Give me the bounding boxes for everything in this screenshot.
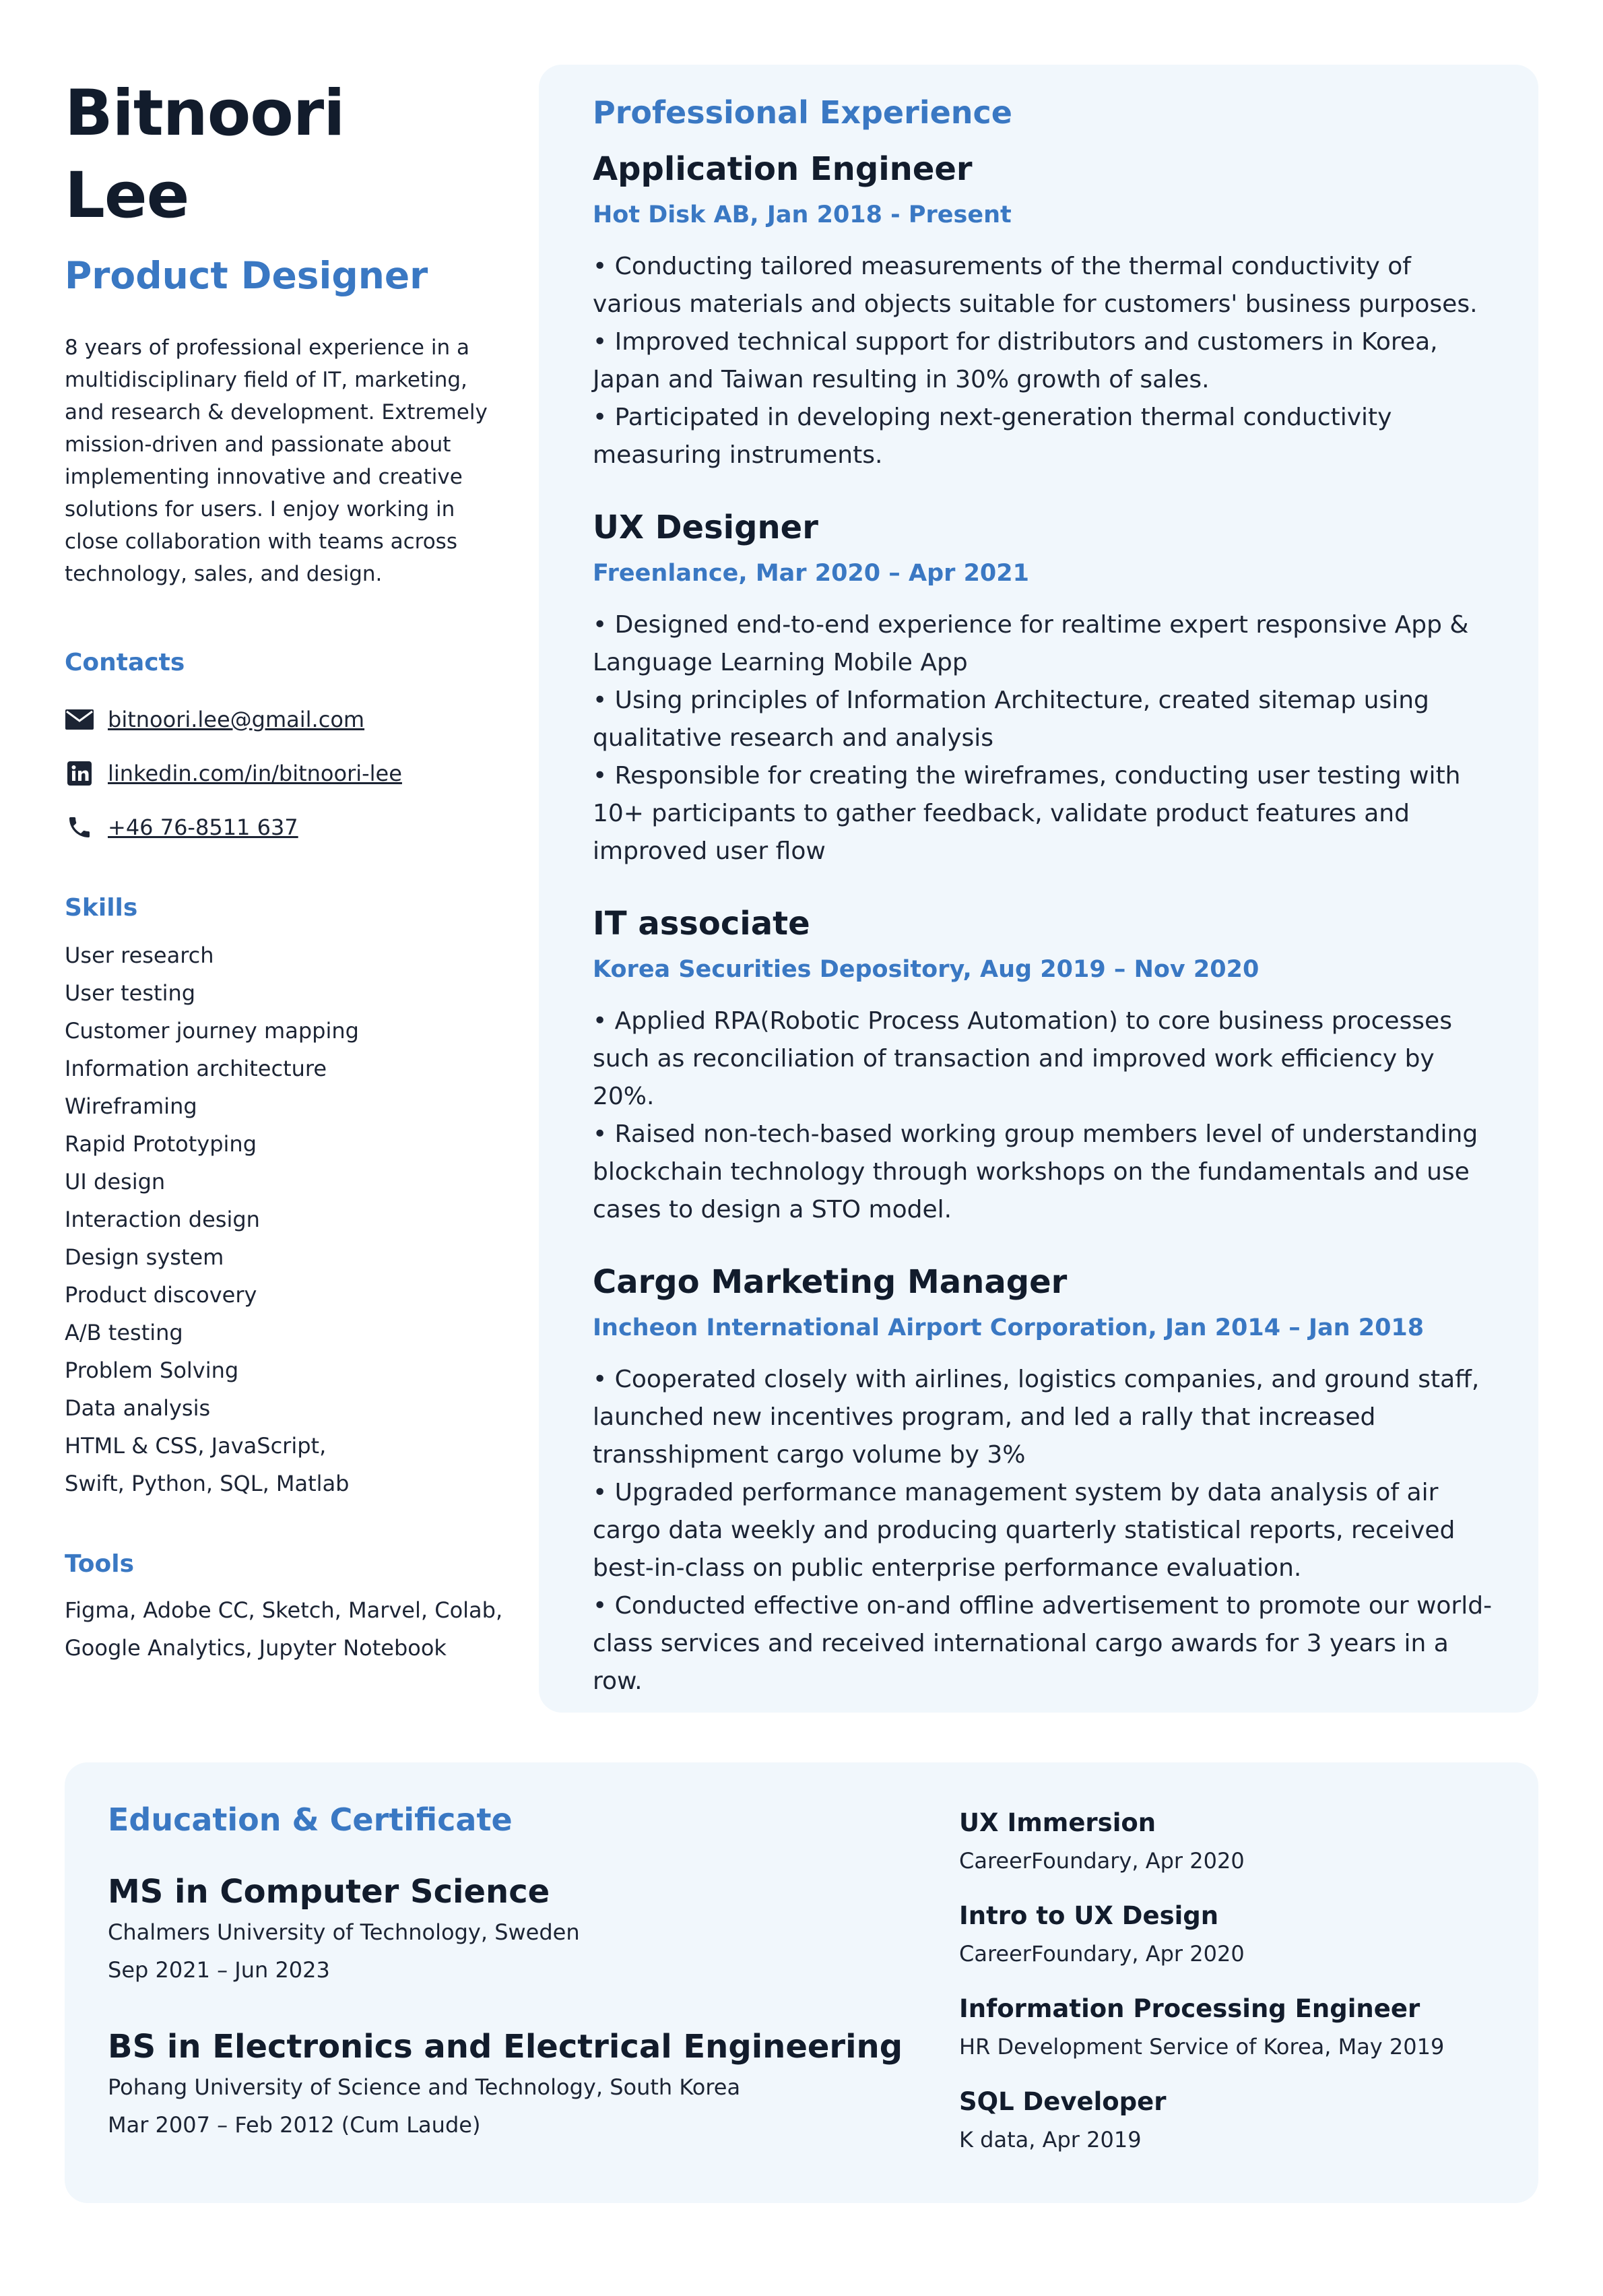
sidebar bbox=[65, 73, 509, 1667]
certificate-detail: K data, Apr 2019 bbox=[959, 2127, 1142, 2152]
certificate-title: UX Immersion bbox=[959, 1808, 1156, 1837]
skill-item: Product discovery bbox=[65, 1282, 257, 1308]
job-bullets bbox=[593, 1002, 1502, 1229]
certificate-title: Information Processing Engineer bbox=[959, 1994, 1420, 2023]
phone-link[interactable]: +46 76-8511 637 bbox=[108, 815, 298, 840]
job-bullet: • Upgraded performance management system by data analysis of air cargo data weekly and producing quarterly statistical reports, received best-in-class on public enterprise performance evaluation. bbox=[593, 1479, 1455, 1582]
skill-item: User research bbox=[65, 943, 214, 968]
experience-heading: Professional Experience bbox=[593, 94, 1012, 131]
skills-section bbox=[65, 893, 509, 1502]
certificate-detail: CareerFoundary, Apr 2020 bbox=[959, 1848, 1245, 1874]
profile-summary: 8 years of professional experience in a multidisciplinary field of IT, marketing, and research & development. Extremely mission-driven and passionate about implementing innovative and creative solutions for users. I enjoy working in close collaboration with teams across technology, sales, and design. bbox=[65, 336, 488, 586]
job-bullet: • Conducting tailored measurements of the thermal conductivity of various materials and objects suitable for customers' business purposes. bbox=[593, 253, 1478, 318]
contacts-heading: Contacts bbox=[65, 649, 185, 676]
certificate-title: Intro to UX Design bbox=[959, 1901, 1219, 1930]
degree-title: BS in Electronics and Electrical Engineering bbox=[108, 2028, 903, 2066]
job-bullets bbox=[593, 1361, 1502, 1700]
certificate-title: SQL Developer bbox=[959, 2087, 1167, 2116]
tools-list: Figma, Adobe CC, Sketch, Marvel, Colab, Google Analytics, Jupyter Notebook bbox=[65, 1597, 503, 1661]
degree-entry bbox=[108, 1870, 916, 1989]
job-bullet: • Improved technical support for distributors and customers in Korea, Japan and Taiwan resulting in 30% growth of sales. bbox=[593, 328, 1438, 393]
job-bullet: • Applied RPA(Robotic Process Automation) to core business processes such as reconciliation of transaction and improved work efficiency by 20%. bbox=[593, 1007, 1452, 1110]
job-title: Product Designer bbox=[65, 254, 428, 297]
skill-item: UI design bbox=[65, 1169, 166, 1194]
person-name bbox=[65, 73, 509, 237]
job-bullet: • Participated in developing next-generation thermal conductivity measuring instruments. bbox=[593, 404, 1392, 469]
job-bullet: • Conducted effective on-and offline advertisement to promote our world-class services and received international cargo awards for 3 years in a row. bbox=[593, 1592, 1493, 1695]
job-entry bbox=[593, 505, 1502, 870]
contacts-section bbox=[65, 648, 509, 854]
envelope-icon bbox=[65, 705, 94, 734]
education-panel bbox=[65, 1762, 1538, 2203]
skill-list bbox=[65, 936, 509, 1502]
job-entry-meta: Korea Securities Depository, Aug 2019 – Nov 2020 bbox=[593, 956, 1260, 983]
certificates-column bbox=[959, 1806, 1511, 2157]
skill-item: User testing bbox=[65, 980, 196, 1006]
name-first: Bitnoori bbox=[65, 77, 345, 150]
skill-item: Swift, Python, SQL, Matlab bbox=[65, 1471, 350, 1496]
education-heading: Education & Certificate bbox=[108, 1801, 513, 1838]
skill-item: Rapid Prototyping bbox=[65, 1131, 257, 1157]
job-entry bbox=[593, 147, 1502, 474]
tools-heading: Tools bbox=[65, 1550, 135, 1578]
job-bullet: • Using principles of Information Architecture, created sitemap using qualitative research and analysis bbox=[593, 687, 1429, 752]
job-bullet: • Raised non-tech-based working group members level of understanding blockchain technology through workshops on the fundamentals and use cases to design a STO model. bbox=[593, 1120, 1478, 1223]
job-bullets bbox=[593, 606, 1502, 870]
email-link[interactable]: bitnoori.lee@gmail.com bbox=[108, 707, 365, 732]
job-entry bbox=[593, 1260, 1502, 1700]
linkedin-link[interactable]: linkedin.com/in/bitnoori-lee bbox=[108, 761, 402, 786]
degree-dates: Mar 2007 – Feb 2012 (Cum Laude) bbox=[108, 2112, 481, 2138]
contact-list bbox=[65, 693, 509, 854]
job-bullets bbox=[593, 248, 1502, 474]
skill-item: A/B testing bbox=[65, 1320, 183, 1345]
skill-item: Design system bbox=[65, 1244, 224, 1270]
contact-linkedin-row bbox=[65, 746, 509, 800]
skill-item: HTML & CSS, JavaScript, bbox=[65, 1433, 327, 1459]
degree-dates: Sep 2021 – Jun 2023 bbox=[108, 1957, 330, 1983]
skill-item: Customer journey mapping bbox=[65, 1018, 359, 1044]
skill-item: Interaction design bbox=[65, 1207, 260, 1232]
degree-title: MS in Computer Science bbox=[108, 1873, 550, 1911]
job-entry-meta: Freenlance, Mar 2020 – Apr 2021 bbox=[593, 560, 1029, 587]
skill-item: Problem Solving bbox=[65, 1358, 239, 1383]
skill-item: Wireframing bbox=[65, 1093, 197, 1119]
experience-panel bbox=[539, 65, 1538, 1713]
certificate-entry bbox=[959, 1899, 1511, 1971]
skills-heading: Skills bbox=[65, 894, 138, 922]
experience-content bbox=[593, 93, 1502, 1700]
degrees-column bbox=[108, 1800, 916, 2144]
contact-email-row bbox=[65, 693, 509, 746]
name-last: Lee bbox=[65, 159, 189, 232]
job-entry-meta: Hot Disk AB, Jan 2018 - Present bbox=[593, 201, 1012, 228]
degree-school: Chalmers University of Technology, Sweden bbox=[108, 1919, 580, 1945]
certificate-entry bbox=[959, 1991, 1511, 2064]
contact-phone-row bbox=[65, 800, 509, 854]
degree-entry bbox=[108, 2025, 916, 2144]
certificate-entry bbox=[959, 1806, 1511, 1878]
certificate-detail: CareerFoundary, Apr 2020 bbox=[959, 1941, 1245, 1967]
job-entry-title: UX Designer bbox=[593, 509, 818, 546]
job-bullet: • Cooperated closely with airlines, logistics companies, and ground staff, launched new incentives program, and led a rally that increased transshipment cargo volume by 3% bbox=[593, 1366, 1480, 1469]
skill-item: Data analysis bbox=[65, 1395, 211, 1421]
certificate-entry bbox=[959, 2084, 1511, 2157]
degree-school: Pohang University of Science and Technology, South Korea bbox=[108, 2074, 741, 2100]
certificate-detail: HR Development Service of Korea, May 2019 bbox=[959, 2034, 1445, 2060]
job-entry-title: IT associate bbox=[593, 905, 810, 943]
job-bullet: • Responsible for creating the wireframes, conducting user testing with 10+ participants to gather feedback, validate product features and improved user flow bbox=[593, 762, 1461, 865]
phone-icon bbox=[65, 812, 94, 842]
tools-section bbox=[65, 1550, 509, 1667]
linkedin-icon bbox=[65, 759, 94, 788]
job-entry-meta: Incheon International Airport Corporation, Jan 2014 – Jan 2018 bbox=[593, 1314, 1425, 1341]
job-bullet: • Designed end-to-end experience for realtime expert responsive App & Language Learning Mobile App bbox=[593, 611, 1469, 676]
job-entry-title: Cargo Marketing Manager bbox=[593, 1263, 1068, 1301]
job-entry-title: Application Engineer bbox=[593, 150, 973, 188]
skill-item: Information architecture bbox=[65, 1056, 327, 1081]
job-entry bbox=[593, 901, 1502, 1229]
